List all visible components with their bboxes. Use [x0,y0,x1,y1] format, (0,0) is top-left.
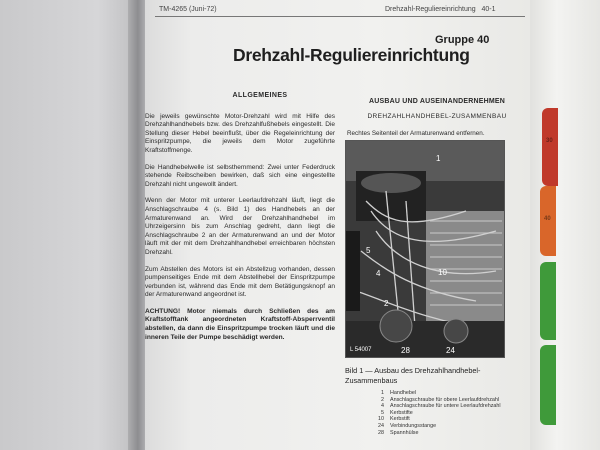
removal-heading: AUSBAU UND AUSEINANDERNEHMEN [368,98,505,105]
callout-2: 2 [384,299,389,308]
paragraph: Die Handhebelwelle ist selbsthemmend: Zwei unter Federdruck stehende Reibscheiben bewirken, daß sich eine eingestellte Drehzahl nicht ungewollt ändert. [145,163,335,188]
legend-item: 2 Anschlagschraube für obere Leerlaufdrehzahl [381,396,500,403]
index-tab-green-2[interactable] [540,345,556,425]
doc-code: TM-4265 (Juni-72) [159,6,217,13]
figure-legend [370,390,501,436]
paragraph: Wenn der Motor mit unterer Leerlaufdrehzahl läuft, liegt die Anschlagschraube 4 (s. Bild 1) des Handhebels an der Armaturenwand an. Wird der Drehzahlhandhebel im Uhrzeigersinn bis zum Anschlag gedreht, dann liegt die Anschlagschraube 2 an der Armaturenwand an und der Motor läuft mit der mit dem Drehzahlhandhebel erreichbaren höchsten Drehzahl. [145,197,335,256]
page-section: 40-1 [481,6,496,13]
general-section [145,92,335,350]
legend-item: 1 Handhebel [381,390,417,396]
figure-code: L 54007 [350,347,372,353]
callout-4: 4 [376,269,381,278]
page-edges [528,0,600,450]
index-tab-red[interactable]: 30 [542,108,558,186]
paragraph: Die jeweils gewünschte Motor-Drehzahl wird mit Hilfe des Drehzahlhandhebels bzw. des Drehzahlfußhebels eingestellt. Die Stellung dieser Hebel beeinflußt, über die Regeleinrichtung der Einspritzpumpe, die jeweils dem Motor zugeführte Kraftstoffmenge. [145,112,335,154]
callout-5: 5 [366,246,371,255]
index-tab-orange[interactable]: 40 [540,186,556,256]
legend-item: 4 Anschlagschraube für untere Leerlaufdrehzahl [381,403,501,410]
callout-10: 10 [438,268,447,277]
removal-section [347,98,527,137]
index-tab-green[interactable] [540,262,556,340]
legend-item: 5 Kerbstifte [381,409,413,416]
figure-caption: Bild 1 — Ausbau des Drehzahlhandhebel-Zusammenbaus [345,366,481,385]
legend-item: 24 Verbindungsstange [378,422,437,429]
legend-item: 28 Spannhülse [378,429,419,436]
general-heading: ALLGEMEINES [232,92,288,99]
figure-photo [345,140,505,358]
running-header [385,6,496,13]
running-title: Drehzahl-Reguliereinrichtung [385,6,476,13]
engine-photo-illustration [346,141,505,358]
legend-item: 10 Kerbstift [378,416,410,423]
removal-instruction: Rechtes Seitenteil der Armaturenwand entfernen. [347,130,485,137]
callout-28: 28 [401,346,410,355]
page-title: Drehzahl-Reguliereinrichtung [233,45,470,65]
previous-page [0,0,140,450]
header-rule [155,16,525,17]
group-label: Gruppe 40 [435,34,490,46]
callout-1: 1 [436,154,441,163]
warning-text: ACHTUNG! Motor niemals durch Schließen des am Kraftstofftank angeordneten Kraftstoff-Absperrventil abstellen, da dann die Einspritzpumpe trocken läuft und die inneren Teile der Pumpe beschädigt werden. [145,307,335,341]
removal-subheading: DREHZAHLHANDHEBEL-ZUSAMMENBAU [367,113,507,120]
callout-24: 24 [446,346,455,355]
paragraph: Zum Abstellen des Motors ist ein Abstellzug vorhanden, dessen pumpenseitiges Ende mit dem Abstellhebel der Einspritzpumpe verbunden ist, während das Ende mit dem Betätigungsknopf an der Armaturenwand angeordnet ist. [145,265,335,299]
